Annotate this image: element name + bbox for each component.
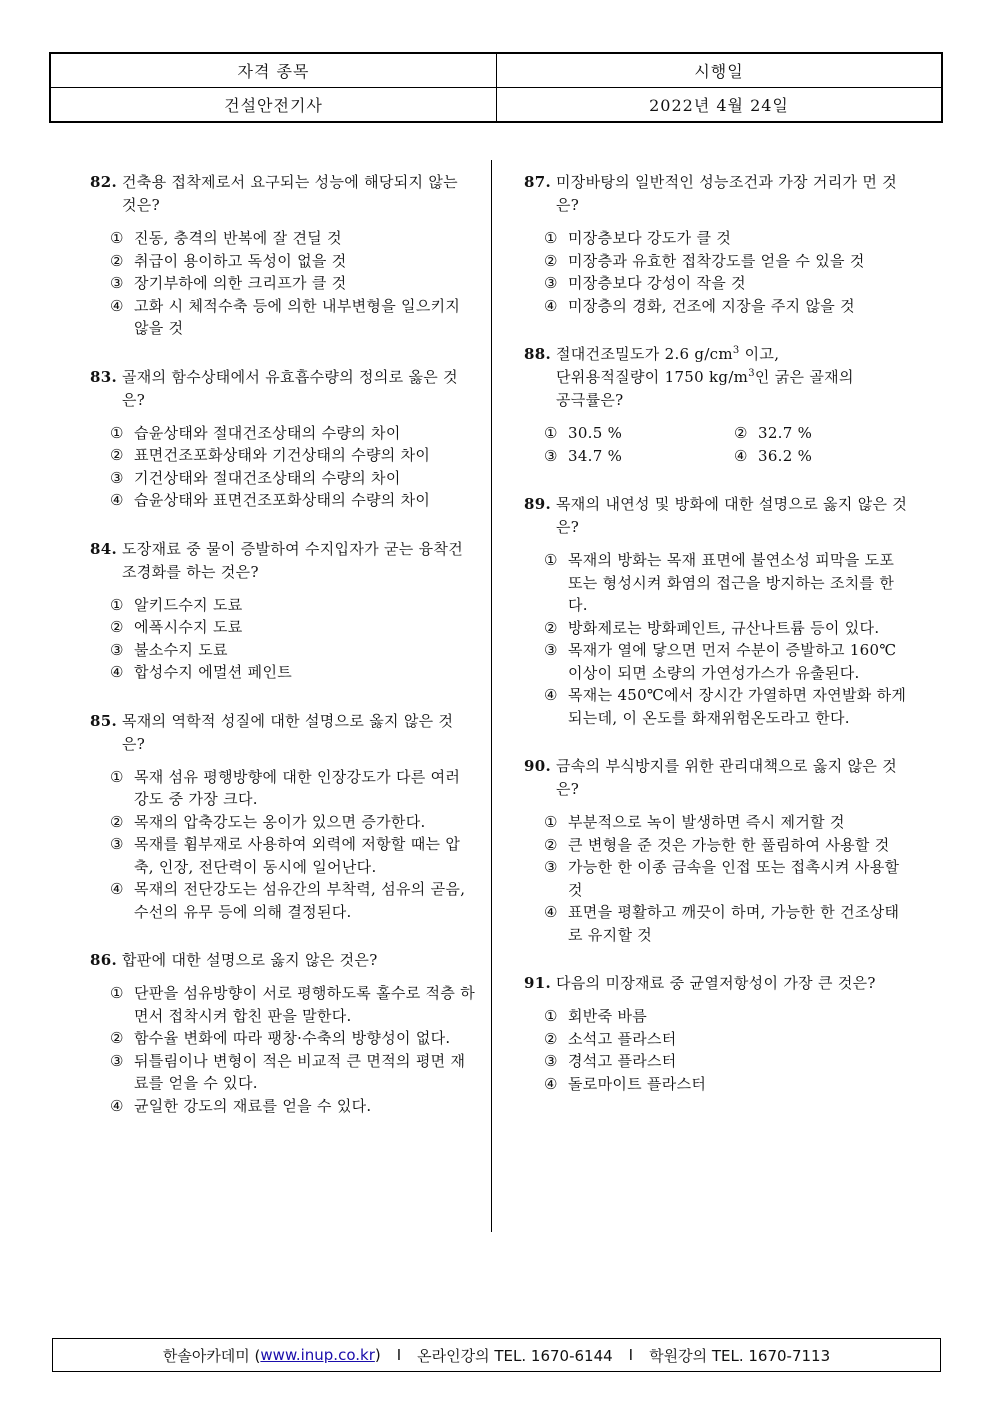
- option-4: ④ 표면을 평활하고 깨끗이 하며, 가능한 한 건조상태로 유지할 것: [544, 903, 900, 944]
- option-1: ① 목재의 방화는 목재 표면에 불연소성 피막을 도포 또는 형성시켜 화염의 접근을 방지하는 조치를 한다.: [544, 551, 895, 614]
- question-83: [90, 366, 475, 512]
- option-3: ③ 경석고 플라스터: [544, 1052, 677, 1070]
- footer-bar: 한솔아카데미 ( www.inup.co.kr ) I 온라인강의 TEL. 1670-6144 I 학원강의 TEL. 1670-7113: [52, 1338, 941, 1372]
- option-1: ① 미장층보다 강도가 클 것: [544, 229, 732, 247]
- header-label-date: 시행일: [497, 54, 941, 88]
- question-number: 83.: [90, 367, 117, 386]
- question-stem: 87. 미장바탕의 일반적인 성능조건과 가장 거리가 먼 것은?: [524, 173, 898, 214]
- option-1: ① 알키드수지 도료: [110, 595, 243, 614]
- footer-url-link[interactable]: www.inup.co.kr: [260, 1346, 375, 1364]
- column-divider: [491, 160, 492, 1232]
- footer-offline-tel: 학원강의 TEL. 1670-7113: [649, 1346, 831, 1365]
- question-89: [524, 493, 914, 729]
- question-number: 88.: [524, 345, 551, 363]
- question-stem: 84. 도장재료 중 물이 증발하여 수지입자가 굳는 융착건조경화를 하는 것은?: [90, 539, 464, 581]
- option-3: ③ 뒤틀림이나 변형이 적은 비교적 큰 면적의 평면 재료를 얻을 수 있다.: [110, 1051, 466, 1092]
- right-column: [524, 171, 914, 1121]
- option-1: ① 습윤상태와 절대건조상태의 수량의 차이: [110, 423, 401, 442]
- footer-online-tel: 온라인강의 TEL. 1670-6144: [417, 1346, 613, 1365]
- question-85: [90, 710, 475, 924]
- question-number: 82.: [90, 173, 117, 191]
- option-1: ① 30.5 %: [544, 424, 623, 442]
- question-number: 85.: [90, 711, 117, 730]
- footer-separator: I: [396, 1346, 402, 1364]
- question-stem: 86. 합판에 대한 설명으로 옳지 않은 것은?: [90, 949, 475, 972]
- question-88: [524, 343, 914, 467]
- option-list: [524, 549, 914, 729]
- header-date: 2022년 4월 24일: [649, 95, 789, 115]
- option-4: ④ 36.2 %: [734, 446, 813, 465]
- header-label-subject: 자격 종목: [51, 54, 497, 88]
- option-4: ④ 합성수지 에멀션 페인트: [110, 663, 293, 681]
- question-number: 84.: [90, 539, 117, 558]
- option-4: ④ 미장층의 경화, 건조에 지장을 주지 않을 것: [544, 296, 855, 315]
- question-86: [90, 949, 475, 1117]
- question-number: 91.: [524, 974, 551, 992]
- option-list: [90, 766, 475, 924]
- option-list: [90, 982, 475, 1117]
- option-2: ② 큰 변형을 준 것은 가능한 한 풀림하여 사용할 것: [544, 835, 890, 854]
- option-3: ③ 장기부하에 의한 크리프가 클 것: [110, 274, 347, 292]
- question-stem: 90. 금속의 부식방지를 위한 관리대책으로 옳지 않은 것은?: [524, 757, 898, 798]
- left-column: [90, 171, 475, 1143]
- option-list: [90, 227, 475, 340]
- option-2: ② 표면건조포화상태와 기건상태의 수량의 차이: [110, 446, 431, 464]
- footer-separator: I: [628, 1346, 634, 1364]
- header-table: [49, 52, 943, 123]
- option-2: ② 에폭시수지 도료: [110, 618, 243, 636]
- option-4: ④ 고화 시 체적수축 등에 의한 내부변형을 일으키지 않을 것: [110, 296, 461, 337]
- question-number: 87.: [524, 173, 551, 191]
- option-3: ③ 불소수지 도료: [110, 640, 228, 659]
- question-stem: 89. 목재의 내연성 및 방화에 대한 설명으로 옳지 않은 것은?: [524, 495, 908, 536]
- option-1: ① 회반죽 바름: [544, 1007, 648, 1025]
- option-list: [524, 811, 914, 946]
- option-1: ① 목재 섬유 평행방향에 대한 인장강도가 다른 여러 강도 중 가장 크다.: [110, 767, 461, 808]
- question-stem: 85. 목재의 역학적 성질에 대한 설명으로 옳지 않은 것은?: [90, 711, 454, 753]
- option-2: ② 목재의 압축강도는 옹이가 있으면 증가한다.: [110, 812, 426, 831]
- option-2: ② 방화제로는 방화페인트, 규산나트륨 등이 있다.: [544, 618, 880, 637]
- option-4: ④ 목재는 450℃에서 장시간 가열하면 자연발화 하게 되는데, 이 온도를 화재위험온도라고 한다.: [544, 686, 907, 727]
- question-84: [90, 538, 475, 684]
- option-3: ③ 가능한 한 이종 금속을 인접 또는 접촉시켜 사용할 것: [544, 858, 900, 899]
- option-list: [90, 594, 475, 684]
- question-82: [90, 171, 475, 340]
- question-stem: 82. 건축용 접착제로서 요구되는 성능에 해당되지 않는 것은?: [90, 173, 458, 214]
- question-number: 86.: [90, 951, 117, 969]
- option-1: ① 진동, 충격의 반복에 잘 견딜 것: [110, 229, 342, 247]
- option-3: ③ 목재를 휨부재로 사용하여 외력에 저항할 때는 압축, 인장, 전단력이 동시에 일어난다.: [110, 835, 461, 876]
- option-2: ② 함수율 변화에 따라 팽창·수축의 방향성이 없다.: [110, 1029, 451, 1047]
- option-1: ① 부분적으로 녹이 발생하면 즉시 제거할 것: [544, 813, 845, 831]
- option-list: [524, 422, 914, 467]
- option-3: ③ 목재가 열에 닿으면 먼저 수분이 증발하고 160℃ 이상이 되면 소량의 가연성가스가 유출된다.: [544, 641, 897, 682]
- option-list: [524, 227, 914, 317]
- option-4: ④ 습윤상태와 표면건조포화상태의 수량의 차이: [110, 491, 431, 509]
- option-4: ④ 균일한 강도의 재료를 얻을 수 있다.: [110, 1096, 372, 1115]
- question-stem: 83. 골재의 함수상태에서 유효흡수량의 정의로 옳은 것은?: [90, 367, 458, 409]
- option-3: ③ 미장층보다 강성이 작을 것: [544, 274, 746, 292]
- header-subject: 건설안전기사: [51, 88, 497, 122]
- question-stem: 91. 다음의 미장재료 중 균열저항성이 가장 큰 것은?: [524, 972, 914, 995]
- option-4: ④ 목재의 전단강도는 섬유간의 부착력, 섬유의 곧음, 수선의 유무 등에 의해 결정된다.: [110, 880, 466, 921]
- question-stem: 88. 절대건조밀도가 2.6 $g/cm^3$ 이고, 단위용적질량이 1750 $kg/m^3$인 굵은 골재의 공극률은?: [524, 345, 854, 409]
- option-list: [90, 422, 475, 512]
- question-number: 90.: [524, 757, 551, 775]
- option-2: ② 소석고 플라스터: [544, 1029, 677, 1048]
- question-number: 89.: [524, 495, 551, 513]
- option-list: [524, 1005, 914, 1095]
- question-90: [524, 755, 914, 946]
- question-91: [524, 972, 914, 1095]
- option-3: ③ 기건상태와 절대건조상태의 수량의 차이: [110, 468, 401, 487]
- footer-academy: 한솔아카데미 (: [162, 1346, 261, 1365]
- option-2: ② 미장층과 유효한 접착강도를 얻을 수 있을 것: [544, 251, 865, 270]
- option-1: ① 단판을 섬유방향이 서로 평행하도록 홀수로 적층 하면서 접착시켜 합친 판을 말한다.: [110, 984, 476, 1025]
- option-4: ④ 돌로마이트 플라스터: [544, 1074, 707, 1093]
- option-2: ② 32.7 %: [734, 424, 813, 442]
- option-2: ② 취급이 용이하고 독성이 없을 것: [110, 251, 347, 270]
- question-87: [524, 171, 914, 317]
- option-3: ③ 34.7 %: [544, 446, 623, 465]
